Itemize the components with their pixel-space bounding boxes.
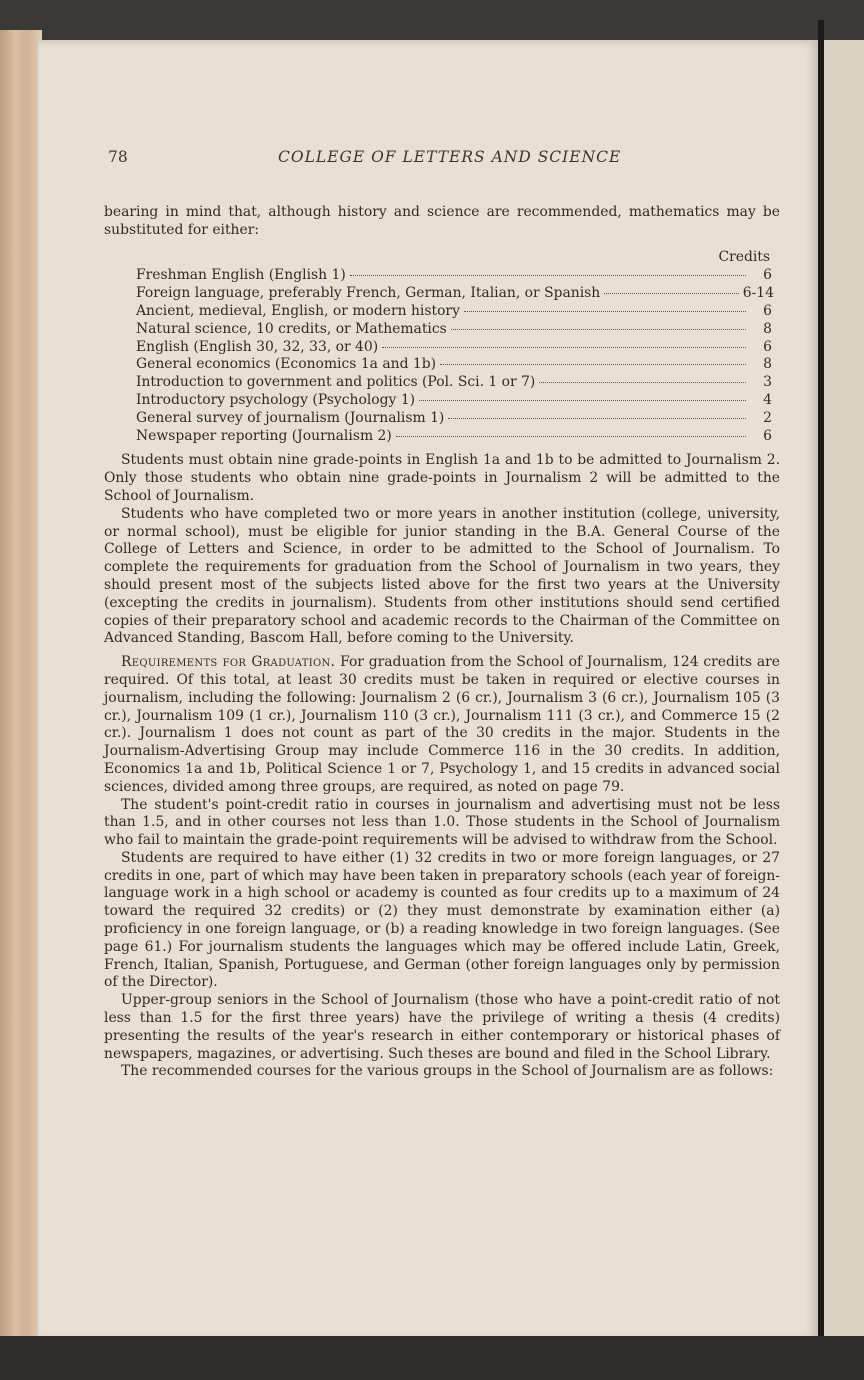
graduation-requirements-paragraph: Requirements for Graduation. For graduation from the School of Journalism, 124 credits are required. Of this total, at least 30 credits must be taken in required or elective courses in journalism, including the following: Journalism 2 (6 cr.), Journalism 3 (6 cr.), Journalism 105 (3 cr.), Journalism 109 (1 cr.), Journalism 110 (3 cr.), Journalism 111 (3 cr.), and Commerce 15 (2 cr.). Journalism 1 does not count as part of the 30 credits in the major. Students in the Journalism-Advertising Group may include Commerce 116 in the 30 credits. In addition, Economics 1a and 1b, Political Science 1 or 7, Psychology 1, and 15 credits in advanced social sciences, divided among three groups, are required, as noted on page 79. bbox=[104, 654, 780, 795]
page-body bbox=[104, 204, 780, 1081]
section-heading: Requirements for Graduation. bbox=[121, 654, 336, 671]
dot-leader bbox=[419, 400, 746, 401]
dot-leader bbox=[350, 275, 746, 276]
foreign-language-paragraph: Students are required to have either (1) 32 credits in two or more foreign languages, or 27 credits in one, part of which may have been taken in preparatory schools (each year of foreign-language work in a high school or academy is counted as four credits up to a maximum of 24 toward the required 32 credits) or (2) they must demonstrate by examination either (a) proficiency in one foreign language, or (b) a reading knowledge in two foreign languages. (See page 61.) For journalism students the languages which may be offered include Latin, Greek, French, Italian, Spanish, Portuguese, and German (other foreign languages only by permission of the Director). bbox=[104, 849, 780, 991]
book-page-stack-edge bbox=[0, 30, 42, 1350]
running-title: COLLEGE OF LETTERS AND SCIENCE bbox=[278, 148, 622, 166]
dot-leader bbox=[451, 329, 746, 330]
list-item: Introductory psychology (Psychology 1) 4 bbox=[136, 391, 772, 408]
dot-leader bbox=[604, 293, 739, 294]
dot-leader bbox=[440, 364, 746, 365]
point-credit-ratio-paragraph: The student's point-credit ratio in courses in journalism and advertising must not be less than 1.5, and in other courses not less than 1.0. Those students in the School of Journalism who fail to maintain the grade-point requirements will be advised to withdraw from the School. bbox=[104, 796, 780, 849]
dot-leader bbox=[382, 347, 746, 348]
thesis-paragraph: Upper-group seniors in the School of Journalism (those who have a point-credit ratio of not less than 1.5 for the first three years) have the privilege of writing a thesis (4 credits) presenting the results of the year's research in either contemporary or historical phases of newspapers, magazines, or advertising. Such theses are bound and filed in the School Library. bbox=[104, 992, 780, 1062]
list-item: Foreign language, preferably French, German, Italian, or Spanish 6-14 bbox=[136, 285, 774, 302]
list-item: Ancient, medieval, English, or modern history 6 bbox=[136, 302, 772, 319]
credits-column-heading: Credits bbox=[718, 248, 770, 265]
list-item: Freshman English (English 1) 6 bbox=[136, 267, 772, 284]
dot-leader bbox=[396, 436, 746, 437]
list-item: Newspaper reporting (Journalism 2) 6 bbox=[136, 427, 772, 444]
scan-background-top bbox=[0, 0, 864, 44]
dot-leader bbox=[464, 311, 746, 312]
page-number: 78 bbox=[108, 148, 128, 166]
list-item: General survey of journalism (Journalism 1) 2 bbox=[136, 409, 772, 426]
intro-paragraph: bearing in mind that, although history and science are recommended, mathematics may be substituted for either: bbox=[104, 204, 780, 238]
recommended-courses-paragraph: The recommended courses for the various groups in the School of Journalism are as follows: bbox=[121, 1063, 774, 1080]
dot-leader bbox=[539, 382, 746, 383]
dot-leader bbox=[448, 418, 746, 419]
list-item: English (English 30, 32, 33, or 40) 6 bbox=[136, 338, 772, 355]
adjacent-page-fragment bbox=[824, 40, 864, 1340]
list-item: Introduction to government and politics (Pol. Sci. 1 or 7) 3 bbox=[136, 374, 772, 391]
grade-points-paragraph: Students must obtain nine grade-points in English 1a and 1b to be admitted to Journalism 2. Only those students who obtain nine grade-points in Journalism 2 will be admitted to the School of Journalism. bbox=[104, 452, 780, 504]
course-list bbox=[104, 267, 780, 445]
transfer-students-paragraph: Students who have completed two or more years in another institution (college, university, or normal school), must be eligible for junior standing in the B.A. General Course of the College of Letters and Science, in order to be admitted to the School of Journalism. To complete the requirements for graduation from the School of Journalism in two years, they should present most of the subjects listed above for the first two years at the University (excepting the credits in journalism). Students from other institutions should send certified copies of their preparatory school and academic records to the Chairman of the Committee on Advanced Standing, Bascom Hall, before coming to the University. bbox=[104, 505, 780, 647]
running-header bbox=[108, 148, 778, 168]
scan-background-bottom bbox=[0, 1336, 864, 1380]
list-item: General economics (Economics 1a and 1b) 8 bbox=[136, 356, 772, 373]
list-item: Natural science, 10 credits, or Mathematics 8 bbox=[136, 320, 772, 337]
